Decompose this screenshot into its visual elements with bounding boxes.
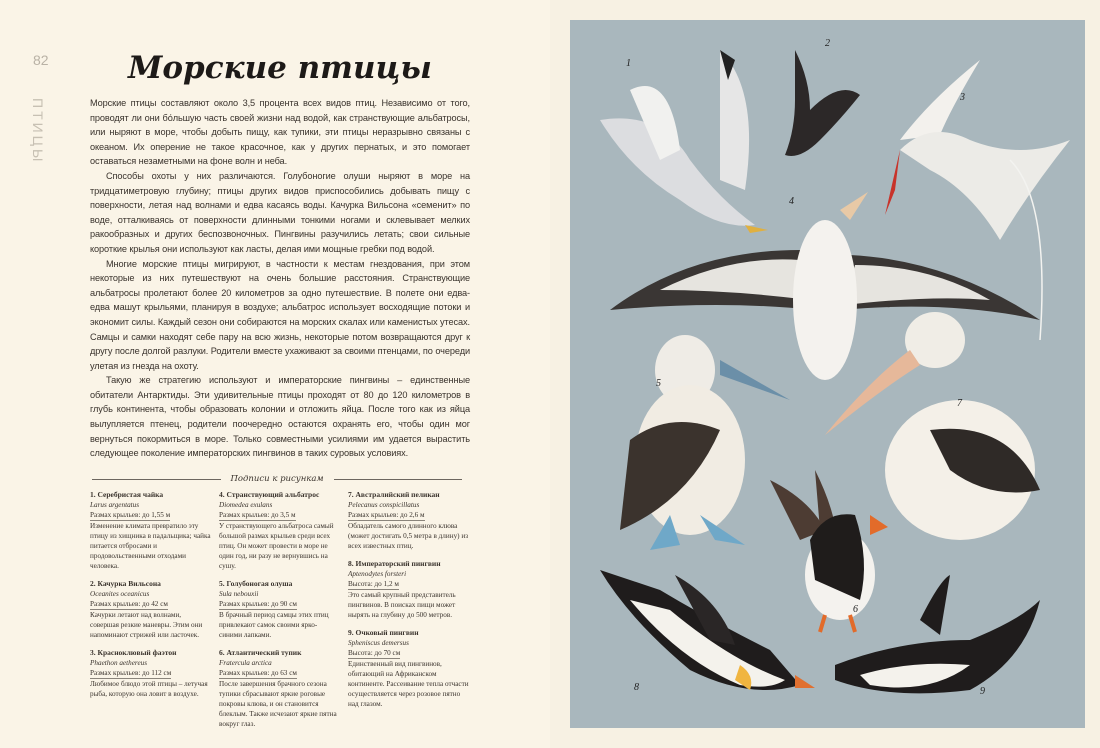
paragraph: Такую же стратегию используют и императорские пингвины – единственные обитатели Антарктиды. Эти удивительные птицы проходят от 80 до 120 километров в глубь континента, чтобы образовать колонии и отложить яйца. После того как из яйца вылупляется птенец, родители поочередно остаются охранять его, чтобы один мог вернуться покормиться в море. Только совместными усилиями им удается вырастить следующее поколение императорских пингвинов в таких суровых условиях. xyxy=(90,375,470,459)
caption-size: Размах крыльев: до 90 см xyxy=(219,600,297,608)
caption-name: 4. Странствующий альбатрос xyxy=(219,490,320,499)
caption-name: 3. Красноклювый фаэтон xyxy=(90,648,177,657)
caption-text: Единственный вид пингвинов, обитающий на Африканском континенте. Рассеивание тепла отчасти осуществляется через розовое пятно над глазом. xyxy=(348,660,469,708)
paragraph: Многие морские птицы мигрируют, в частности к местам гнездования, при этом некоторые из них путешествуют на очень большие расстояния. Странствующие альбатросы пролетают более 20 километров за одно путешествие. В полете они едва-едва машут крыльями, планируя в воздухе; альбатрос использует восходящие потоки и экономит силы. Каждый сезон они собираются на морских скалах или каменистых утесах. Самцы и самки находят себе пару на всю жизнь, некоторые потом возвращаются друг к другу после долгой разлуки. Родители вместе ухаживают за своими птенцами, по очереди улетая из гнезда на охоту. xyxy=(90,258,470,371)
captions-column xyxy=(90,490,211,737)
section-label: ПТИЦЫ xyxy=(30,98,46,165)
captions xyxy=(90,490,470,737)
caption-item xyxy=(90,490,211,571)
caption-text: Обладатель самого длинного клюва (может достигать 0,5 метра в длину) из всех известных птиц. xyxy=(348,522,469,550)
caption-name: 6. Атлантический тупик xyxy=(219,648,302,657)
captions-heading-text: Подписи к рисункам xyxy=(230,474,324,484)
paragraph: Способы охоты у них различаются. Голубоногие олуши ныряют в море на тридцатиметровую глубину; птицы других видов приспособились добывать пищу с поверхности, летая над волнами и едва касаясь воды. Качурка Вильсона «семенит» по воде, отталкиваясь от поверхности длинными тонкими ногами и склевывает мелких ракообразных и других беспозвоночных. Пингвины разучились летать; свои сильные короткие крылья они используют как ласты, делая ими мощные гребки под водой. xyxy=(90,170,470,254)
page-number: 82 xyxy=(33,52,49,68)
caption-name: 8. Императорский пингвин xyxy=(348,559,441,568)
puffin-illustration xyxy=(770,470,888,632)
caption-item xyxy=(90,648,211,699)
caption-text: Любимое блюдо этой птицы – летучая рыба, которую она ловит в воздухе. xyxy=(90,680,208,698)
caption-size: Размах крыльев: до 112 см xyxy=(90,669,172,677)
caption-text: Качурки летают над волнами, совершая резкие маневры. Этим они напоминают стрижей или ласточек. xyxy=(90,611,203,639)
pelican-illustration xyxy=(825,312,1040,540)
emperor-penguin-illustration xyxy=(600,570,815,690)
caption-text: После завершения брачного сезона тупики сбрасывают яркие роговые покровы клюва, и он становится блеклым. Также исчезают яркие пятна вокруг глаз. xyxy=(219,680,337,728)
captions-heading xyxy=(92,474,462,484)
caption-item xyxy=(348,628,469,709)
caption-latin: Pelecanus conspicillatus xyxy=(348,501,420,509)
figure-number: 4 xyxy=(789,196,794,207)
divider xyxy=(334,479,463,480)
caption-text: У странствующего альбатроса самый большой размах крыльев среди всех птиц. Он может провести в море не один год, ни разу не вернувшись на сушу. xyxy=(219,522,334,570)
caption-item xyxy=(219,490,340,571)
caption-item xyxy=(90,579,211,640)
figure-number: 9 xyxy=(980,686,985,697)
paragraph: Морские птицы составляют около 3,5 процента всех видов птиц. Независимо от того, проводят ли они бо́льшую часть своей жизни над водой, как странствующие альбатросы, или ныряют в море, чтобы добыть пищу, как тупики, эти птицы неразрывно связаны с океаном. Их оперение не такое красочное, как у других пернатых, и это помогает оставаться незаметными на фоне волн и неба. xyxy=(90,98,470,167)
caption-item xyxy=(348,559,469,620)
caption-name: 2. Качурка Вильсона xyxy=(90,579,161,588)
caption-item xyxy=(219,579,340,640)
caption-item xyxy=(219,648,340,729)
caption-name: 9. Очковый пингвин xyxy=(348,628,419,637)
caption-text: Это самый крупный представитель пингвинов. В поисках пищи может нырять на глубину до 500 метров. xyxy=(348,591,456,619)
caption-latin: Spheniscus demersus xyxy=(348,639,409,647)
caption-size: Размах крыльев: до 1,55 м xyxy=(90,511,171,519)
divider xyxy=(92,479,221,480)
caption-name: 7. Австралийский пеликан xyxy=(348,490,440,499)
captions-column xyxy=(348,490,469,737)
figure-number: 2 xyxy=(825,38,830,49)
caption-name: 1. Серебристая чайка xyxy=(90,490,164,499)
caption-latin: Larus argentatus xyxy=(90,501,140,509)
caption-latin: Oceanites oceanicus xyxy=(90,590,150,598)
caption-latin: Aptenodytes forsteri xyxy=(348,570,407,578)
bird-illustration xyxy=(570,20,1085,728)
figure-number: 8 xyxy=(634,682,639,693)
caption-latin: Phaethon aethereus xyxy=(90,659,148,667)
figure-number: 3 xyxy=(960,92,965,103)
caption-size: Размах крыльев: до 3,5 м xyxy=(219,511,296,519)
caption-text: В брачный период самцы этих птиц привлекают самок своими ярко-синими лапками. xyxy=(219,611,329,639)
caption-latin: Fratercula arctica xyxy=(219,659,272,667)
caption-size: Размах крыльев: до 42 см xyxy=(90,600,168,608)
petrel-illustration xyxy=(785,50,860,156)
gull-illustration xyxy=(600,50,768,233)
figure-number: 5 xyxy=(656,378,661,389)
caption-size: Размах крыльев: до 2,6 м xyxy=(348,511,425,519)
figure-number: 1 xyxy=(626,58,631,69)
caption-text: Изменение климата превратило эту птицу из хищника в падальщика; чайка питается отбросами и продовольственными отходами человека. xyxy=(90,522,211,570)
right-page xyxy=(550,0,1100,748)
body-text xyxy=(90,96,470,461)
birds-svg xyxy=(570,20,1085,728)
caption-latin: Sula nebouxii xyxy=(219,590,259,598)
page-title: Морские птицы xyxy=(128,50,432,86)
caption-size: Высота: до 1,2 м xyxy=(348,580,399,588)
figure-number: 7 xyxy=(957,398,962,409)
figure-number: 6 xyxy=(853,604,858,615)
caption-latin: Diomedea exulans xyxy=(219,501,273,509)
captions-column xyxy=(219,490,340,737)
caption-size: Высота: до 70 см xyxy=(348,649,401,657)
caption-name: 5. Голубоногая олуша xyxy=(219,579,293,588)
caption-size: Размах крыльев: до 63 см xyxy=(219,669,297,677)
booby-illustration xyxy=(620,335,790,550)
caption-item xyxy=(348,490,469,551)
